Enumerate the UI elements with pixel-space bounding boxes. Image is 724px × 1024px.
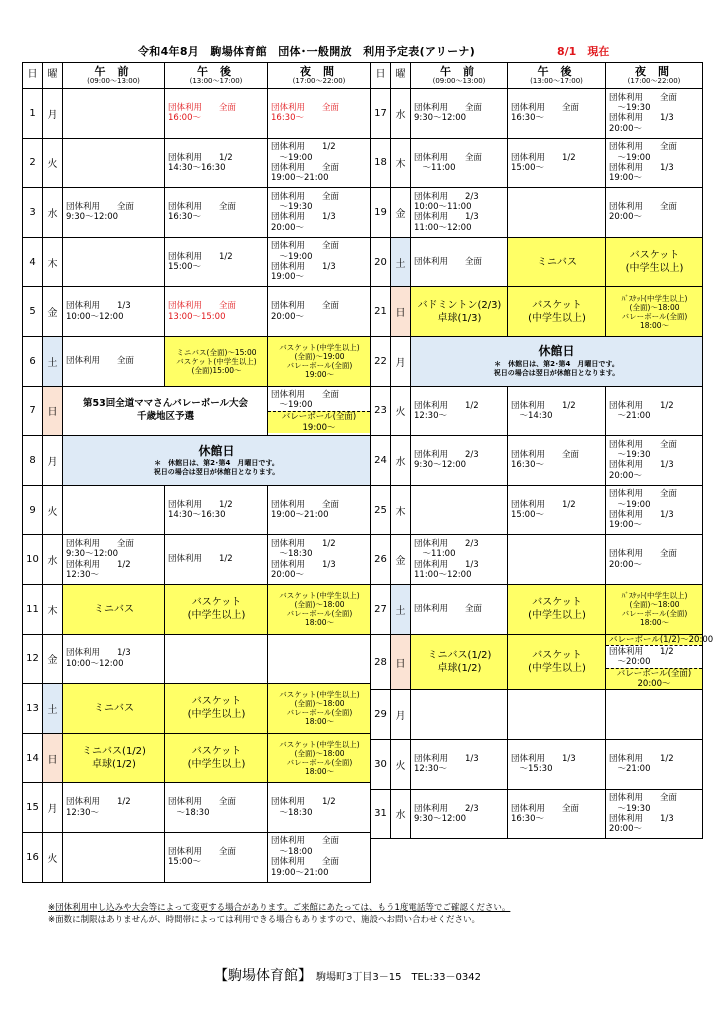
afternoon-cell: 団体利用 1/2 ～14:30 [508,386,606,436]
header-day: 日 [371,63,391,89]
night-cell: 団体利用 全面 19:00～21:00 [268,485,371,535]
morning-cell [63,89,165,139]
night-cell: バスケット(中学生以上) (全面)～18:00 バレーボール(全面) 18:00～ [268,584,371,634]
morning-cell [63,237,165,287]
day-number: 19 [371,188,391,238]
schedule-row [371,188,703,238]
schedule-row [23,336,371,386]
night-slot-top: バレーボール(1/2)～20:00 [606,635,702,645]
night-cell [606,690,703,740]
morning-cell: 団体利用 2/3 9:30～12:00 [411,789,508,839]
night-cell: 団体利用 全面 ～19:30 団体利用 1/3 20:00～ [268,188,371,238]
day-number: 6 [23,336,43,386]
weekday: 月 [391,336,411,386]
morning-cell: 団体利用 2/3 9:30～12:00 [411,436,508,486]
afternoon-cell: バスケット (中学生以上) [508,584,606,634]
night-cell: 団体利用 全面 20:00～ [606,188,703,238]
afternoon-cell: ミニバス(全面)～15:00 バスケット(中学生以上) (全面)15:00～ [165,336,268,386]
weekday: 月 [43,89,63,139]
schedule-table-left [22,62,371,883]
schedule-row [371,690,703,740]
morning-cell [63,138,165,188]
schedule-row [23,138,371,188]
weekday: 木 [391,138,411,188]
afternoon-cell: バスケット (中学生以上) [508,287,606,337]
night-cell: 団体利用 全面 ～18:00 団体利用 全面 19:00～21:00 [268,832,371,882]
afternoon-cell: 団体利用 1/2 14:30～16:30 [165,485,268,535]
morning-cell [411,690,508,740]
afternoon-cell: バスケット (中学生以上) [165,733,268,783]
schedule-row [371,436,703,486]
schedule-table-right [370,62,714,839]
day-number: 25 [371,485,391,535]
weekday: 金 [43,634,63,684]
morning-cell: 団体利用 1/2 12:30～ [411,386,508,436]
schedule-row [371,634,703,690]
schedule-row [371,336,703,386]
night-cell: 団体利用 全面 ～19:00 団体利用 1/3 19:00～ [268,237,371,287]
afternoon-cell: 団体利用 全面 15:00～ [165,832,268,882]
closed-title: 休館日 [198,443,235,458]
schedule-row [23,535,371,585]
day-number: 29 [371,690,391,740]
day-number: 24 [371,436,391,486]
afternoon-cell: バスケット (中学生以上) [165,584,268,634]
schedule-row [23,386,371,436]
morning-cell: 団体利用 全面 9:30～12:00 [411,89,508,139]
day-number: 18 [371,138,391,188]
afternoon-cell: 団体利用 1/3 ～15:30 [508,740,606,790]
morning-cell: 団体利用 全面 ～11:00 [411,138,508,188]
afternoon-cell: 団体利用 全面 16:30～ [508,436,606,486]
day-number: 23 [371,386,391,436]
schedule-row [371,89,703,139]
closed-note: ＊ 休館日は、第2･第4 月曜日です。 祝日の場合は翌日が休館日となります。 [153,459,280,477]
afternoon-cell [165,634,268,684]
schedule-row [23,832,371,882]
morning-cell: ミニバス(1/2) 卓球(1/2) [63,733,165,783]
closed-day-cell [63,436,371,486]
schedule-row [23,783,371,833]
day-number: 14 [23,733,43,783]
morning-cell: 団体利用 全面 9:30～12:00 [63,188,165,238]
schedule-row [23,237,371,287]
day-number: 21 [371,287,391,337]
schedule-row [23,733,371,783]
night-cell [268,386,371,436]
schedule-row [371,740,703,790]
morning-cell: 団体利用 全面 9:30～12:00 団体利用 1/2 12:30～ [63,535,165,585]
schedule-row [371,287,703,337]
night-cell: 団体利用 1/2 ～18:30 [268,783,371,833]
night-cell: バスケット(中学生以上) (全面)～18:00 バレーボール(全面) 18:00～ [268,684,371,734]
weekday: 木 [391,485,411,535]
morning-cell [411,485,508,535]
afternoon-cell: ミニバス [508,237,606,287]
night-cell: 団体利用 1/2 ～19:00 団体利用 全面 19:00～21:00 [268,138,371,188]
night-cell: 団体利用 1/2 ～18:30 団体利用 1/3 20:00～ [268,535,371,585]
schedule-row [371,485,703,535]
schedule-row [371,789,703,839]
schedule-row [23,436,371,486]
afternoon-cell [508,690,606,740]
afternoon-cell: バスケット (中学生以上) [508,634,606,690]
weekday: 火 [391,386,411,436]
day-number: 12 [23,634,43,684]
header-day: 日 [23,63,43,89]
morning-cell [63,485,165,535]
weekday: 水 [43,535,63,585]
day-number: 26 [371,535,391,585]
day-number: 3 [23,188,43,238]
weekday: 土 [43,336,63,386]
afternoon-cell: 団体利用 1/2 15:00～ [508,138,606,188]
day-number: 9 [23,485,43,535]
weekday: 火 [391,740,411,790]
schedule-row [371,584,703,634]
weekday: 日 [43,386,63,436]
afternoon-cell: 団体利用 1/2 [165,535,268,585]
morning-cell: 団体利用 1/3 10:00～12:00 [63,634,165,684]
night-cell: ﾊﾞｽｹｯﾄ(中学生以上) (全面)～18:00 バレーボール(全面) 18:00～ [606,287,703,337]
afternoon-cell: 団体利用 全面 ～18:30 [165,783,268,833]
weekday: 水 [391,436,411,486]
night-cell: 団体利用 全面 16:30～ [268,89,371,139]
weekday: 月 [391,690,411,740]
header-night: 夜間 (17:00～22:00) [606,63,703,89]
night-cell: バスケット (中学生以上) [606,237,703,287]
day-number: 10 [23,535,43,585]
schedule-row [23,287,371,337]
schedule-row [23,634,371,684]
afternoon-cell: 団体利用 全面 16:30～ [508,789,606,839]
day-number: 16 [23,832,43,882]
closed-day-cell [411,336,703,386]
night-slot-a: 団体利用 全面 ～19:00 [271,389,340,411]
day-number: 31 [371,789,391,839]
night-cell: 団体利用 全面 20:00～ [606,535,703,585]
night-cell: バスケット(中学生以上) (全面)～18:00 バレーボール(全面) 18:00～ [268,733,371,783]
schedule-row [23,89,371,139]
afternoon-cell: 団体利用 1/2 15:00～ [508,485,606,535]
day-number: 17 [371,89,391,139]
day-number: 28 [371,634,391,690]
afternoon-cell: バスケット (中学生以上) [165,684,268,734]
note-1: ※団体利用申し込みや大会等によって変更する場合があります。ご来館にあたっては、もう1度電話等でご確認ください。 [48,903,511,913]
afternoon-cell [508,535,606,585]
header-night: 夜間 (17:00～22:00) [268,63,371,89]
morning-cell: ミニバス [63,584,165,634]
closed-title: 休館日 [538,344,575,359]
day-number: 1 [23,89,43,139]
schedule-row [23,188,371,238]
night-cell: 団体利用 全面 ～19:30 団体利用 1/3 20:00～ [606,436,703,486]
morning-cell: バドミントン(2/3) 卓球(1/3) [411,287,508,337]
weekday: 金 [43,287,63,337]
weekday: 木 [43,237,63,287]
morning-cell [63,832,165,882]
weekday: 土 [43,684,63,734]
event-cell: 第53回全道ママさんバレーボール大会 千歳地区予選 [63,386,268,436]
weekday: 金 [391,188,411,238]
closed-note: ＊ 休館日は、第2･第4 月曜日です。 祝日の場合は翌日が休館日となります。 [493,359,620,378]
day-number: 8 [23,436,43,486]
night-cell: ﾊﾞｽｹｯﾄ(中学生以上) (全面)～18:00 バレーボール(全面) 18:00～ [606,584,703,634]
night-cell: バスケット(中学生以上) (全面)～19:00 バレーボール(全面) 19:00～ [268,336,371,386]
morning-cell: ミニバス(1/2) 卓球(1/2) [411,634,508,690]
morning-cell: 団体利用 全面 [63,336,165,386]
night-slot-b: バレーボール(全面) 19:00～ [268,411,370,432]
weekday: 土 [391,584,411,634]
weekday: 水 [391,789,411,839]
weekday: 月 [43,783,63,833]
schedule-row [23,684,371,734]
afternoon-cell: 団体利用 全面 16:30～ [508,89,606,139]
schedule-row [371,535,703,585]
weekday: 土 [391,237,411,287]
morning-cell: 団体利用 全面 [411,237,508,287]
morning-cell: 団体利用 全面 [411,584,508,634]
night-cell: 団体利用 1/2 ～21:00 [606,386,703,436]
weekday: 火 [43,485,63,535]
morning-cell: 団体利用 2/3 10:00～11:00 団体利用 1/3 11:00～12:00 [411,188,508,238]
night-cell: 団体利用 全面 ～19:00 団体利用 1/3 19:00～ [606,138,703,188]
header-weekday: 曜 [391,63,411,89]
night-cell: 団体利用 全面 20:00～ [268,287,371,337]
night-cell: 団体利用 全面 ～19:00 団体利用 1/3 19:00～ [606,485,703,535]
header-afternoon: 午後 (13:00～17:00) [165,63,268,89]
weekday: 水 [43,188,63,238]
day-number: 20 [371,237,391,287]
day-number: 22 [371,336,391,386]
morning-cell: 団体利用 1/2 12:30～ [63,783,165,833]
weekday: 火 [43,138,63,188]
afternoon-cell: 団体利用 1/2 15:00～ [165,237,268,287]
page-title-bar [0,40,724,60]
weekday: 水 [391,89,411,139]
day-number: 11 [23,584,43,634]
afternoon-cell: 団体利用 全面 16:30～ [165,188,268,238]
weekday: 金 [391,535,411,585]
facility-address: 駒場町3丁目3－15 TEL:33－0342 [316,972,481,983]
day-number: 2 [23,138,43,188]
day-number: 5 [23,287,43,337]
morning-cell: 団体利用 2/3 ～11:00 団体利用 1/3 11:00～12:00 [411,535,508,585]
weekday: 月 [43,436,63,486]
afternoon-cell: 団体利用 全面 13:00～15:00 [165,287,268,337]
schedule-row [371,386,703,436]
morning-cell: 団体利用 1/3 12:30～ [411,740,508,790]
as-of-date: 8/1 現在 [557,45,610,58]
footer [214,965,481,985]
night-cell [268,634,371,684]
page-title: 令和4年8月 駒場体育館 団体･一般開放 利用予定表(アリーナ) [138,45,476,58]
weekday: 日 [43,733,63,783]
schedule-row [23,485,371,535]
schedule-row [371,138,703,188]
night-cell: 団体利用 全面 ～19:30 団体利用 1/3 20:00～ [606,789,703,839]
afternoon-cell: 団体利用 全面 16:00～ [165,89,268,139]
schedule-row [371,237,703,287]
afternoon-cell: 団体利用 1/2 14:30～16:30 [165,138,268,188]
weekday: 日 [391,287,411,337]
weekday: 火 [43,832,63,882]
night-slot-b: バレーボール(全面) 20:00～ [606,668,702,689]
morning-cell: ミニバス [63,684,165,734]
schedule-row [23,584,371,634]
night-cell: 団体利用 1/2 ～21:00 [606,740,703,790]
note-2: ※面数に制限はありませんが、時間帯によっては利用できる場合もありますので、施設へお問い合わせください。 [48,915,480,926]
night-cell: 団体利用 全面 ～19:30 団体利用 1/3 20:00～ [606,89,703,139]
day-number: 27 [371,584,391,634]
afternoon-cell [508,188,606,238]
header-afternoon: 午後 (13:00～17:00) [508,63,606,89]
header-morning: 午前 (09:00～13:00) [63,63,165,89]
notes [48,902,510,927]
night-slot-a: 団体利用 1/2 ～20:00 [606,645,702,668]
day-number: 7 [23,386,43,436]
night-cell [606,634,714,690]
weekday: 木 [43,584,63,634]
weekday: 日 [391,634,411,690]
morning-cell: 団体利用 1/3 10:00～12:00 [63,287,165,337]
day-number: 4 [23,237,43,287]
day-number: 13 [23,684,43,734]
facility-name: 【駒場体育館】 [214,968,312,984]
day-number: 30 [371,740,391,790]
header-morning: 午前 (09:00～13:00) [411,63,508,89]
day-number: 15 [23,783,43,833]
header-weekday: 曜 [43,63,63,89]
